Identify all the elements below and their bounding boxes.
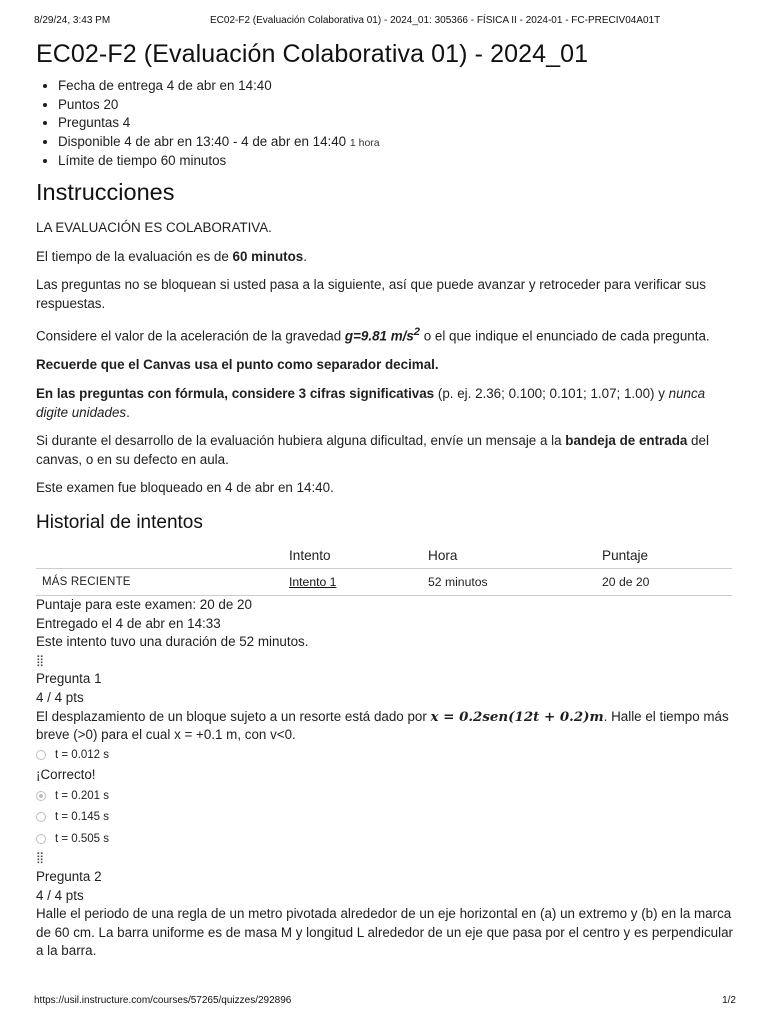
instructions-locked: Este examen fue bloqueado en 4 de abr en 14:40. — [36, 480, 334, 496]
answer-option-selected — [36, 785, 736, 807]
quiz-title: EC02-F2 (Evaluación Colaborativa 01) - 2024_01 — [36, 40, 589, 68]
instructions-collaborative: LA EVALUACIÓN ES COLABORATIVA. — [36, 219, 272, 235]
print-date: 8/29/24, 3:43 PM — [34, 15, 111, 26]
table-row — [36, 568, 732, 595]
print-footer — [34, 995, 736, 1006]
drag-handle-icon: ⣿ — [36, 654, 44, 667]
answer-label: t = 0.505 s — [55, 832, 110, 845]
column-header-blank — [36, 544, 283, 569]
question-title: Pregunta 2 — [36, 868, 102, 884]
print-url: https://usil.instructure.com/courses/57265/quizzes/292896 — [34, 995, 292, 1006]
meta-points: • Puntos 20 — [58, 96, 736, 115]
answer-label: t = 0.012 s — [55, 749, 110, 762]
attempt-score: 20 de 20 — [596, 568, 732, 595]
meta-questions: • Preguntas 4 — [58, 114, 736, 133]
print-page-number: 1/2 — [722, 995, 736, 1006]
quiz-content — [36, 38, 736, 961]
column-header-attempt: Intento — [283, 544, 422, 569]
attempt-label: MÁS RECIENTE — [36, 568, 283, 595]
instructions-sigfigs: En las preguntas con fórmula, considere 3 cifras significativas (p. ej. 2.36; 0.100; 0.101; 1.07; 1.00) y nunca digite unidades. — [36, 386, 706, 420]
meta-available: • Disponible 4 de abr en 13:40 - 4 de abr en 14:40 1 hora — [58, 133, 736, 153]
question-text: El desplazamiento de un bloque sujeto a un resorte está dado por x = 0.2sen(12t + 0.2)m. Halle el tiempo más breve (>0) para el cual x = +0.1 m, con v<0. — [36, 708, 729, 743]
radio-button[interactable] — [36, 750, 46, 760]
drag-handle-icon: ⣿ — [36, 852, 44, 865]
question-text: Halle el periodo de una regla de un metro pivotada alrededor de un eje horizontal en (a) un extremo y (b) en la marca de 60 cm. La barra uniforme es de masa M y longitud L alrededor de un eje que pasa por el centro y es perpendicular a la barra. — [36, 906, 733, 959]
column-header-score: Puntaje — [596, 544, 732, 569]
meta-available-duration: 1 hora — [349, 136, 380, 149]
quiz-meta-list — [36, 77, 736, 171]
print-header — [34, 15, 734, 26]
attempt-history-title: Historial de intentos — [36, 511, 203, 533]
column-header-time: Hora — [422, 544, 596, 569]
instructions-navigation: Las preguntas no se bloquean si usted pasa a la siguiente, así que puede avanzar y retroceder para verificar sus respuestas. — [36, 277, 706, 311]
instructions-title: Instrucciones — [36, 178, 175, 205]
answer-label: t = 0.201 s — [55, 789, 110, 802]
attempt-time: 52 minutos — [422, 568, 596, 595]
question-formula: x = 0.2sen(12t + 0.2)m — [430, 708, 604, 725]
attempt-history-table — [36, 544, 732, 596]
radio-button[interactable] — [36, 834, 46, 844]
instructions-body — [36, 219, 736, 498]
radio-button[interactable] — [36, 812, 46, 822]
summary-duration: Este intento tuvo una duración de 52 minutos. — [36, 634, 309, 650]
question-title: Pregunta 1 — [36, 671, 102, 687]
radio-button-checked[interactable] — [36, 791, 46, 801]
question-2 — [36, 849, 736, 961]
summary-submitted: Entregado el 4 de abr en 14:33 — [36, 615, 221, 631]
print-page-title: EC02-F2 (Evaluación Colaborativa 01) - 2024_01: 305366 - FÍSICA II - 2024-01 - FC-PRECIV04A01T — [210, 15, 661, 26]
instructions-time: El tiempo de la evaluación es de 60 minutos. — [36, 248, 307, 264]
attempt-cell — [283, 568, 422, 595]
question-1 — [36, 652, 736, 850]
instructions-contact: Si durante el desarrollo de la evaluación hubiera alguna dificultad, envíe un mensaje a la bandeja de entrada del canvas, o en su defecto en aula. — [36, 433, 709, 467]
attempt-link[interactable]: Intento 1 — [289, 574, 337, 589]
question-points: 4 / 4 pts — [36, 887, 84, 903]
meta-time-limit: • Límite de tiempo 60 minutos — [58, 152, 736, 171]
answer-option — [36, 828, 736, 850]
summary-score: Puntaje para este examen: 20 de 20 — [36, 596, 252, 612]
instructions-decimal: Recuerde que el Canvas usa el punto como separador decimal. — [36, 357, 439, 373]
answer-option — [36, 806, 736, 828]
meta-due-date: • Fecha de entrega 4 de abr en 14:40 — [58, 77, 736, 96]
instructions-gravity: Considere el valor de la aceleración de la gravedad g=9.81 $m/s^2$ o el que indique el enunciado de cada pregunta. — [36, 326, 710, 344]
table-header-row — [36, 544, 732, 569]
attempt-summary — [36, 596, 736, 652]
question-points: 4 / 4 pts — [36, 689, 84, 705]
answer-option — [36, 745, 736, 767]
correct-feedback: ¡Correcto! — [36, 767, 96, 783]
answer-label: t = 0.145 s — [55, 811, 110, 824]
